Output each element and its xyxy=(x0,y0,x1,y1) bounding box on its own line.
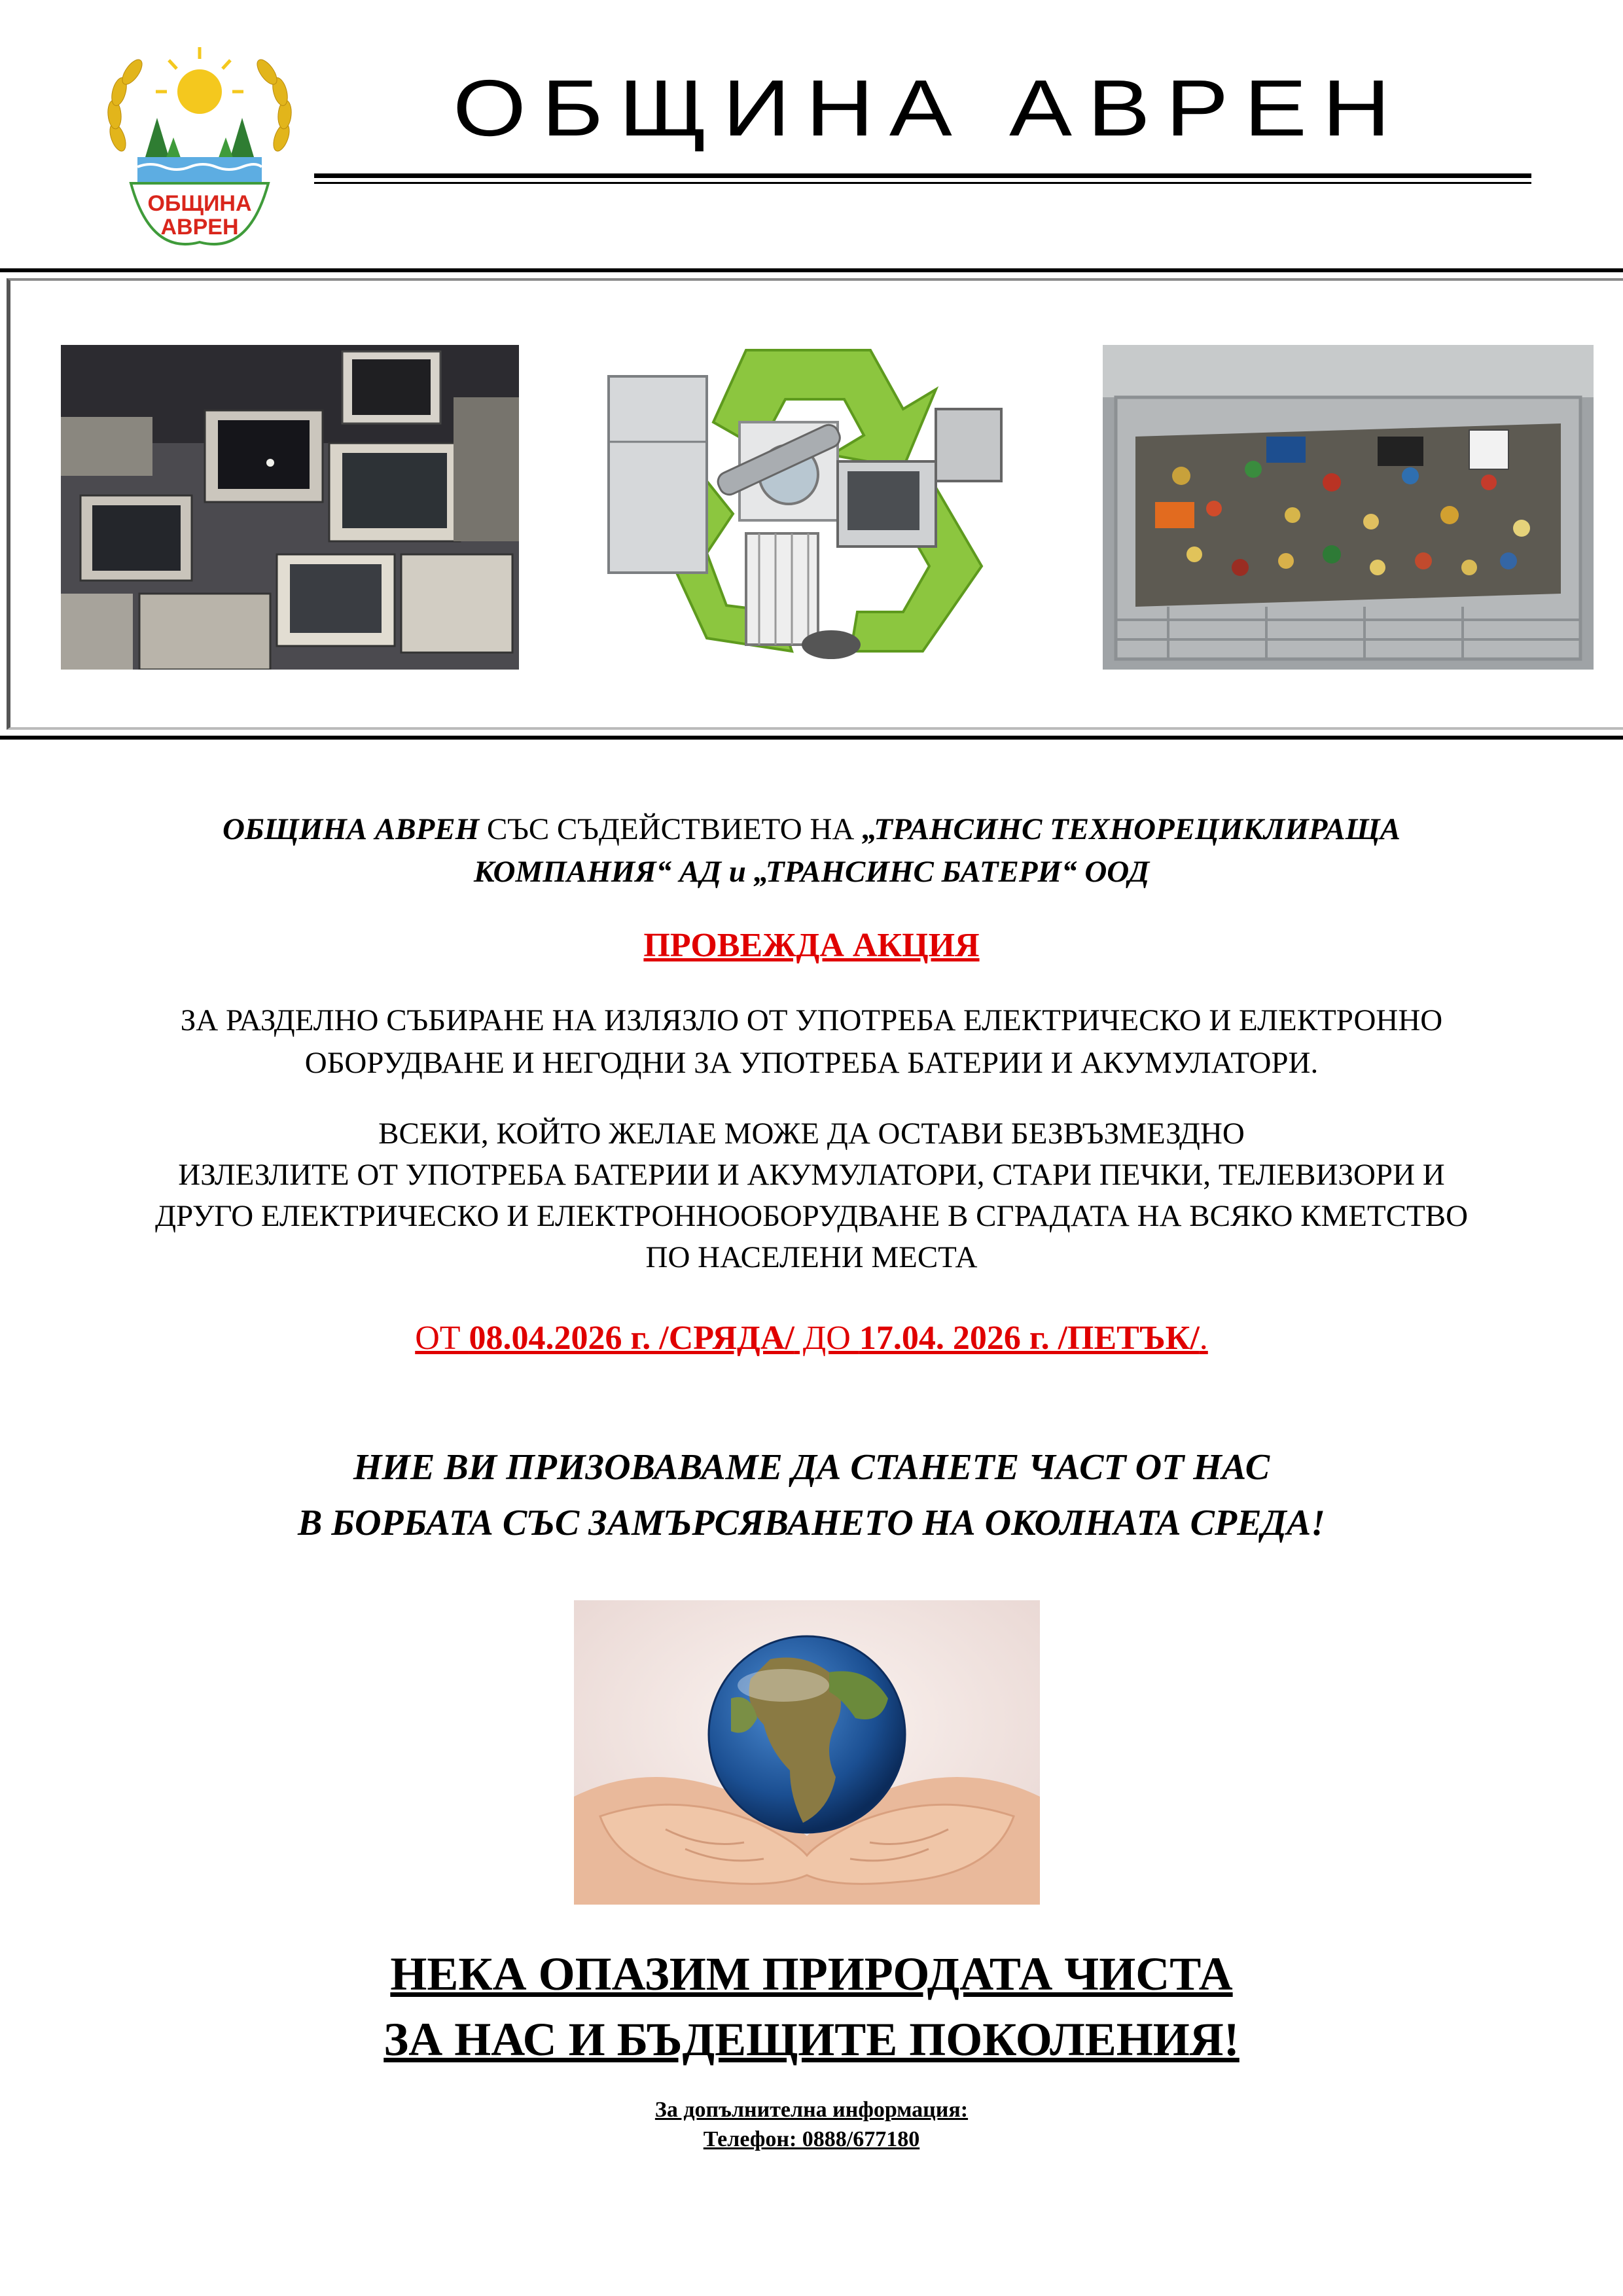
battery-bin-photo xyxy=(1103,345,1594,670)
intro-line-1 xyxy=(0,812,1623,847)
slogan-line-1: НЕКА ОПАЗИМ ПРИРОДАТА ЧИСТА xyxy=(390,1948,1233,2000)
header-rule-thin xyxy=(314,182,1531,184)
action-heading: ПРОВЕЖДА АКЦИЯ xyxy=(643,927,980,964)
globe-in-hands-photo xyxy=(574,1600,1040,1905)
appliances-recycling-symbol-photo xyxy=(596,337,1014,671)
intro-with-help: СЪС СЪДЕЙСТВИЕТО НА xyxy=(479,812,863,846)
collection-dates xyxy=(0,1319,1623,1357)
dates-to-date: 17.04. 2026 г. /ПЕТЪК/ xyxy=(859,1319,1200,1357)
purpose-line-1: ЗА РАЗДЕЛНО СЪБИРАНЕ НА ИЗЛЯЗЛО ОТ УПОТРЕБА ЕЛЕКТРИЧЕСКО И ЕЛЕКТРОННО xyxy=(180,1003,1443,1037)
details-line-3: ДРУГО ЕЛЕКТРИЧЕСКО И ЕЛЕКТРОННООБОРУДВАНЕ В СГРАДАТА НА ВСЯКО КМЕТСТВО xyxy=(154,1199,1469,1233)
logo-text-line1: ОБЩИНА xyxy=(147,191,252,216)
dates-from-date: 08.04.2026 г. /СРЯДА/ xyxy=(469,1319,794,1357)
details-line-4: ПО НАСЕЛЕНИ МЕСТА xyxy=(645,1240,978,1274)
details-line-2: ИЗЛЕЗЛИТЕ ОТ УПОТРЕБА БАТЕРИИ И АКУМУЛАТОРИ, СТАРИ ПЕЧКИ, ТЕЛЕВИЗОРИ И xyxy=(178,1158,1445,1192)
dates-from-word: ОТ xyxy=(415,1319,469,1357)
logo-text-line2: АВРЕН xyxy=(160,215,239,240)
header-rule-thick xyxy=(314,173,1531,178)
page-title: ОБЩИНА АВРЕН xyxy=(452,63,1406,152)
contact-phone: Телефон: 0888/677180 xyxy=(703,2127,920,2151)
details-line-1: ВСЕКИ, КОЙТО ЖЕЛАЕ МОЖЕ ДА ОСТАВИ БЕЗВЪЗМЕЗДНО xyxy=(378,1117,1245,1151)
intro-partner-1: „ТРАНСИНС ТЕХНОРЕЦИКЛИРАЩА xyxy=(862,812,1401,846)
appeal-line-2: В БОРБАТА СЪС ЗАМЪРСЯВАНЕТО НА ОКОЛНАТА СРЕДА! xyxy=(298,1503,1325,1543)
slogan-line-2: ЗА НАС И БЪДЕЩИТЕ ПОКОЛЕНИЯ! xyxy=(383,2013,1240,2066)
intro-line-2 xyxy=(0,854,1623,889)
purpose-line-2: ОБОРУДВАНЕ И НЕГОДНИ ЗА УПОТРЕБА БАТЕРИИ И АКУМУЛАТОРИ. xyxy=(304,1046,1319,1080)
e-waste-pile-photo xyxy=(61,345,519,670)
appeal-line-1: НИЕ ВИ ПРИЗОВАВАМЕ ДА СТАНЕТЕ ЧАСТ ОТ НАС xyxy=(353,1447,1270,1488)
intro-org-name: ОБЩИНА АВРЕН xyxy=(222,812,480,846)
contact-label: За допълнителна информация: xyxy=(654,2098,969,2122)
intro-partner-1-cont: КОМПАНИЯ“ АД и „ТРАНСИНС БАТЕРИ“ ООД xyxy=(473,855,1150,889)
dates-to-word: ДО xyxy=(794,1319,859,1357)
dates-end: . xyxy=(1199,1319,1208,1357)
